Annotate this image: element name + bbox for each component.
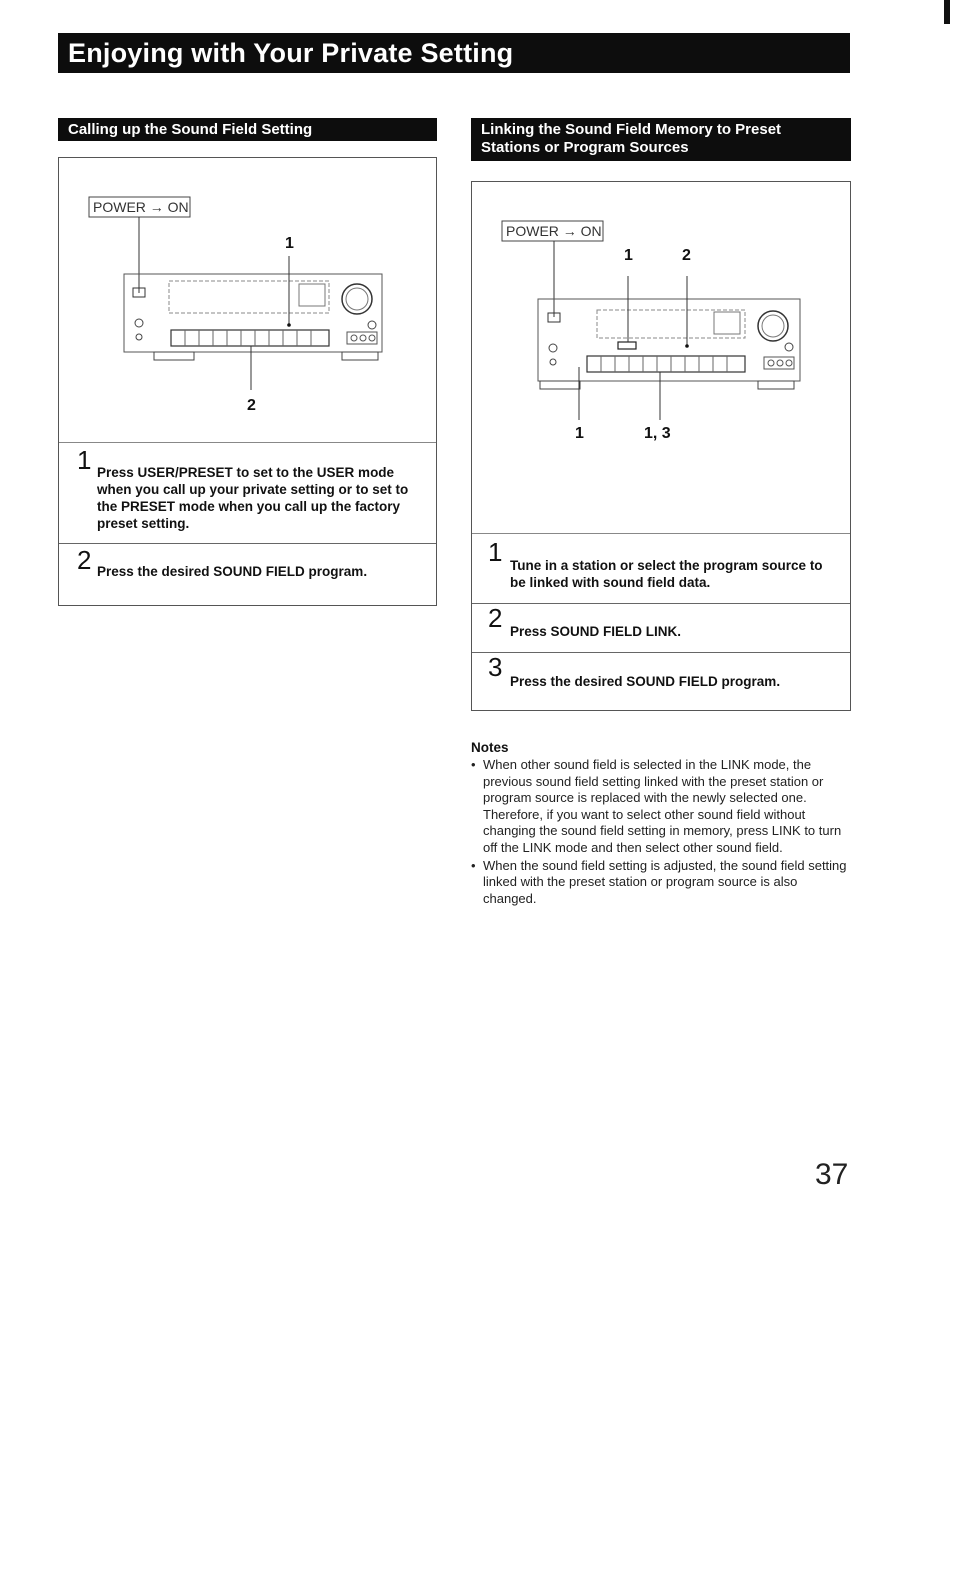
left-callout-2: 2: [247, 397, 256, 414]
right-panel: [471, 181, 851, 711]
right-step-2-text: Press SOUND FIELD LINK.: [510, 624, 682, 639]
note-item: [471, 858, 851, 908]
right-section-heading: [471, 118, 851, 161]
right-power-label: POWER → ON: [506, 223, 602, 239]
page-number: 37: [815, 1158, 849, 1191]
left-section-heading: [58, 118, 437, 141]
left-step-1-number: 1: [77, 445, 92, 475]
right-receiver-diagram: [472, 182, 850, 534]
left-step-2: [59, 543, 436, 605]
right-section-heading-line2: Stations or Program Sources: [481, 139, 689, 156]
right-step-1: [472, 538, 850, 603]
left-step-1-text: Press USER/PRESET to set to the USER mode when you call up your private setting or to set to the PRESET mode when you call up the factory preset setting.: [97, 465, 409, 531]
receiver-body: [538, 299, 800, 381]
left-callout-1: 1: [285, 235, 294, 252]
right-callout-1-bottom: 1: [575, 425, 584, 442]
bullet-icon: •: [471, 857, 476, 873]
notes-heading: Notes: [471, 740, 509, 755]
notes-list: [471, 757, 851, 908]
left-power-label: POWER → ON: [93, 199, 189, 215]
right-section-heading-line1: Linking the Sound Field Memory to Preset: [481, 121, 782, 138]
right-step-1-number: 1: [488, 537, 503, 567]
right-callout-2-top: 2: [682, 247, 691, 264]
right-step-2-number: 2: [488, 603, 503, 633]
right-callout-1-top: 1: [624, 247, 633, 264]
left-section-heading-text: Calling up the Sound Field Setting: [68, 121, 313, 138]
right-step-3: [472, 652, 850, 710]
right-step-1-text: Tune in a station or select the program source to be linked with sound field data.: [510, 558, 823, 590]
right-callout-1-3-bottom: 1, 3: [644, 425, 671, 442]
page-edge-tab: [944, 0, 950, 24]
right-step-2: [472, 603, 850, 652]
note-item-text: When other sound field is selected in the LINK mode, the previous sound field setting linked with the preset station or program source is replaced with the newly selected one. Therefore, if you want to select other sound field without changing the sound field setting in memory, press LINK to turn off the LINK mode and then select other sound field.: [483, 757, 842, 855]
right-step-3-text: Press the desired SOUND FIELD program.: [510, 674, 781, 689]
left-step-2-text: Press the desired SOUND FIELD program.: [97, 564, 368, 579]
note-item: [471, 757, 851, 857]
left-panel: [58, 157, 437, 606]
page-title: Enjoying with Your Private Setting: [58, 33, 850, 73]
bullet-icon: •: [471, 757, 476, 772]
left-step-1: [59, 445, 436, 543]
right-step-3-number: 3: [488, 652, 503, 682]
left-step-2-number: 2: [77, 545, 92, 575]
left-receiver-diagram: [59, 158, 436, 443]
note-item-text: When the sound field setting is adjusted, the sound field setting linked with the preset station or program source is also changed.: [483, 857, 847, 906]
